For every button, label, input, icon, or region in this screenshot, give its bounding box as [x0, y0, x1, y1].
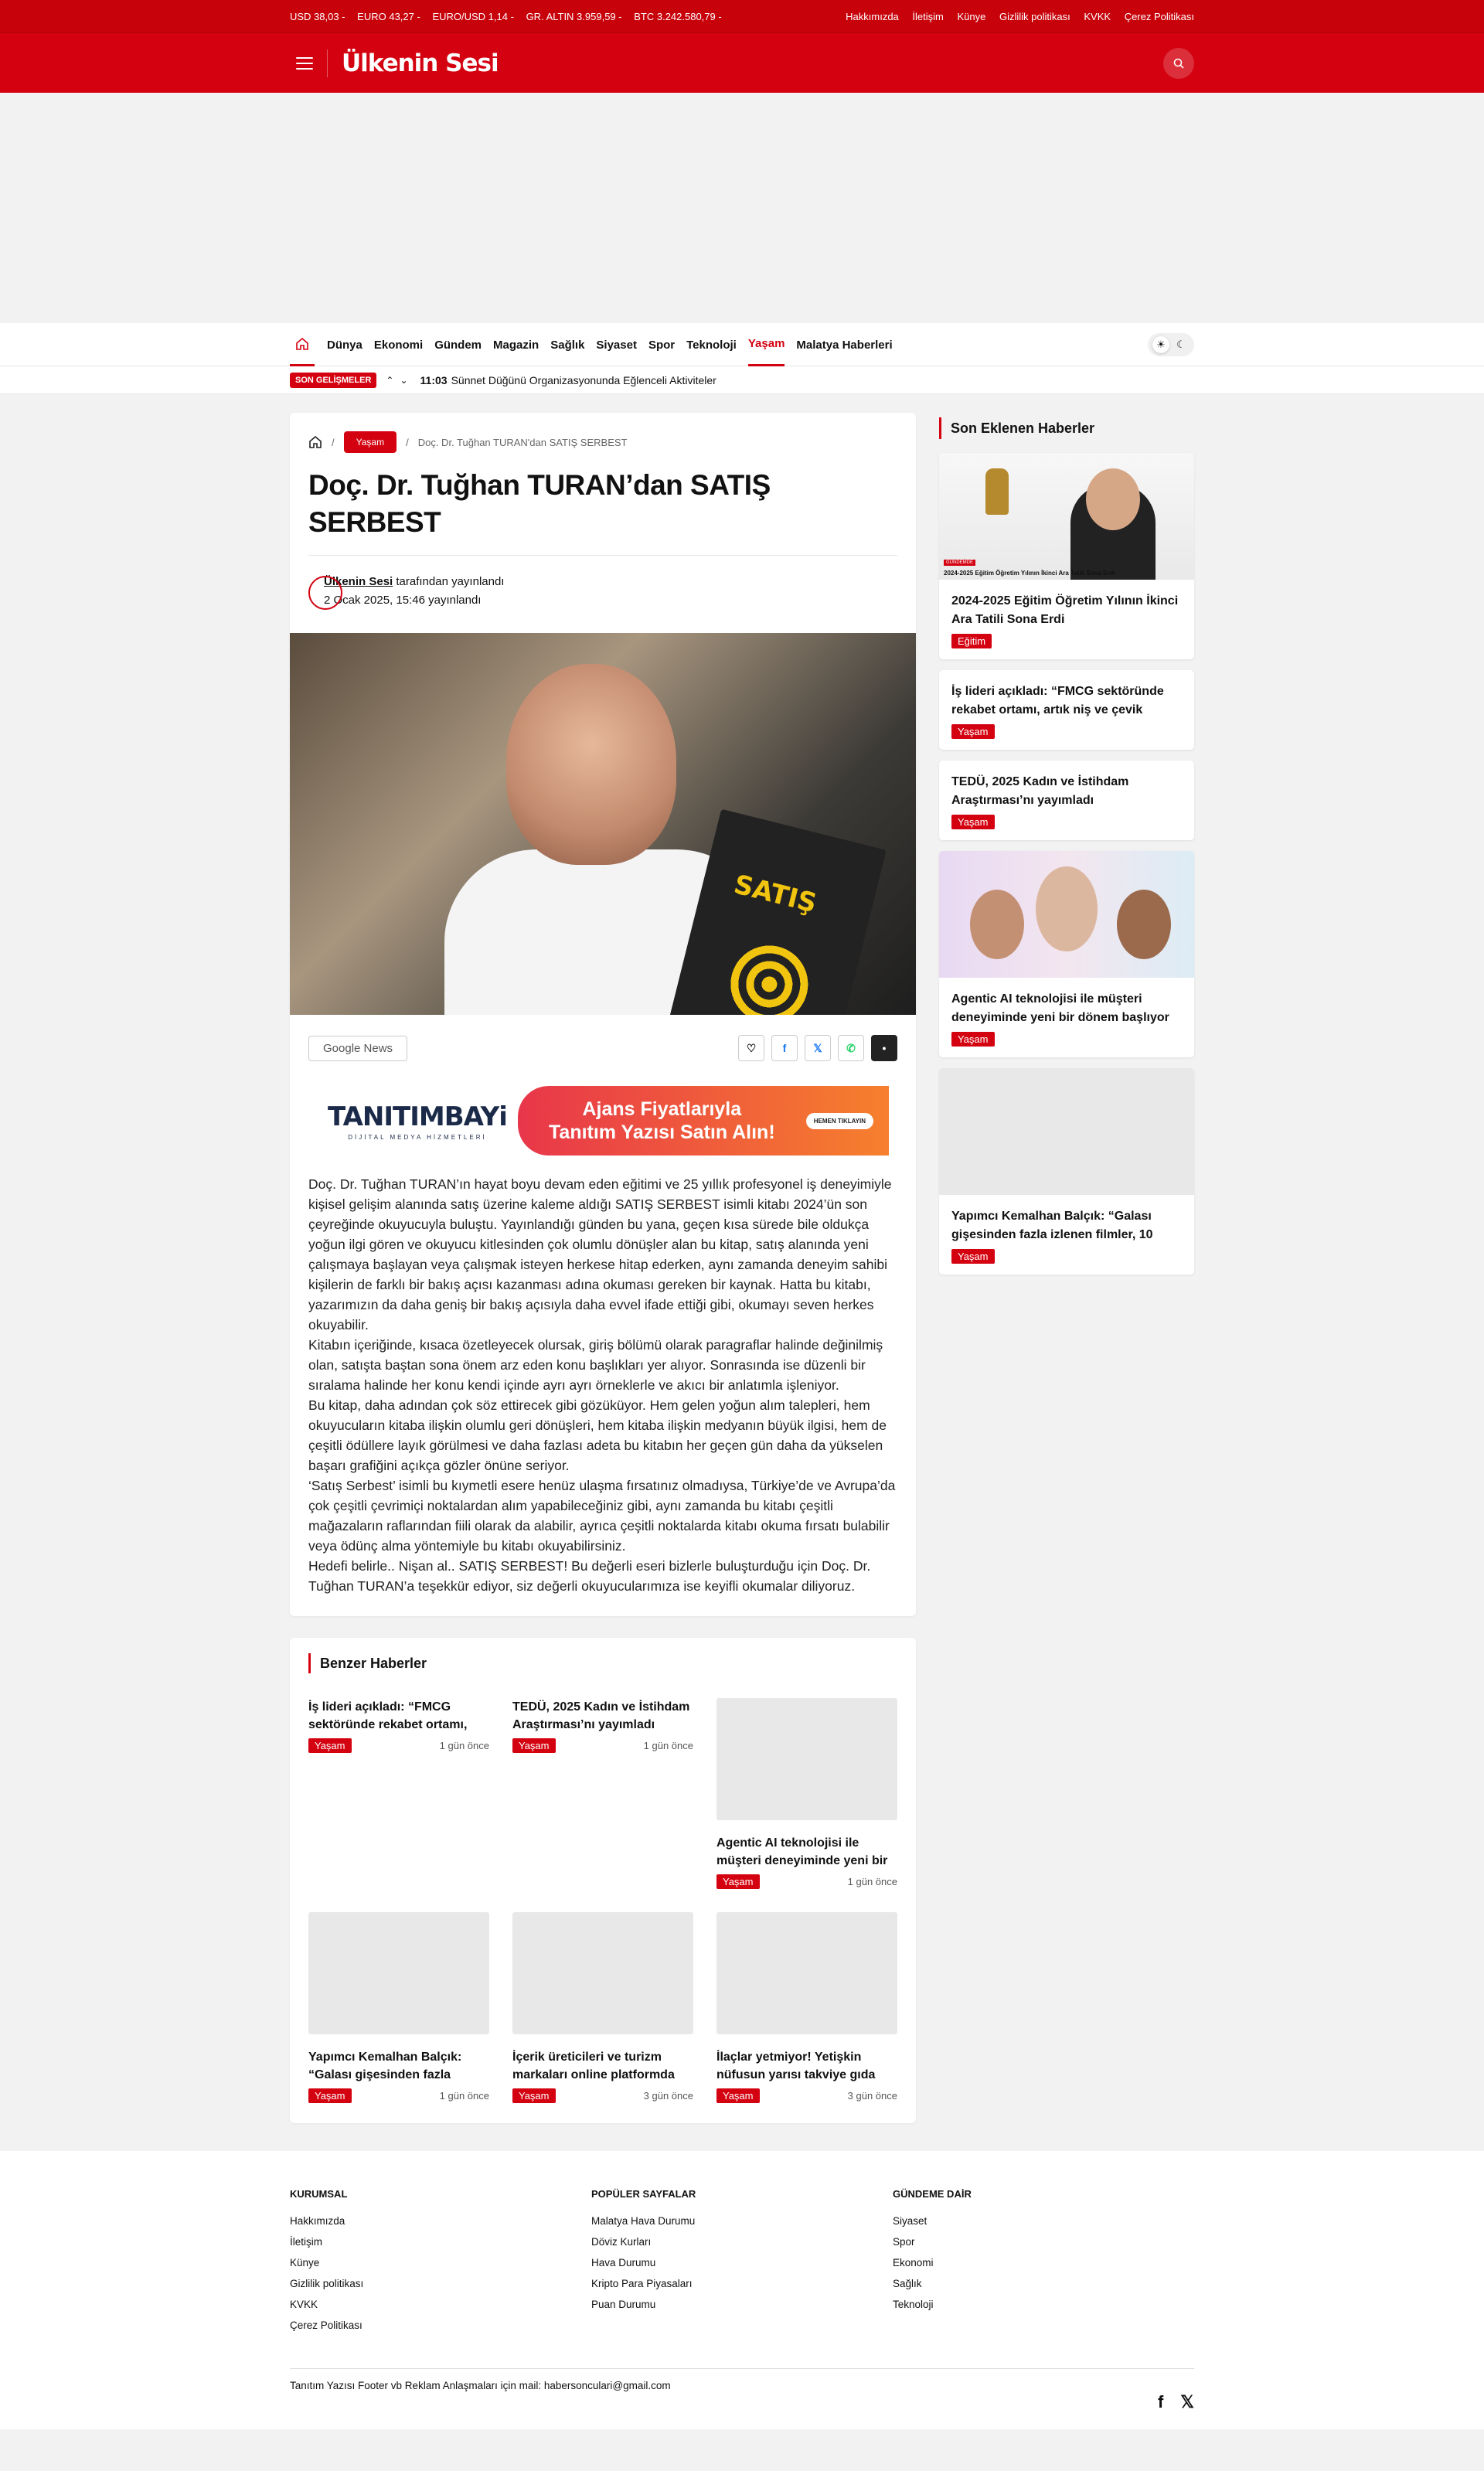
- site-header: [0, 32, 1484, 93]
- footer-link[interactable]: Spor: [893, 2236, 915, 2248]
- sidebar-news-title[interactable]: İş lideri açıkladı: “FMCG sektöründe rekabet ortamı, artık niş ve çevik: [951, 685, 1164, 716]
- more-share-icon[interactable]: •: [871, 1035, 897, 1061]
- breaking-arrows[interactable]: [386, 375, 414, 386]
- article-paragraph: Hedefi belirle.. Nişan al.. SATIŞ SERBEST! Bu değerli eseri bizlerle buluşturduğu için Doç. Dr. Tuğhan TURAN’a teşekkür ediyor, siz değerli okuyucularımıza ise keyifli okumalar diliyoruz.: [308, 1558, 871, 1594]
- footer-col-corporate: [290, 2188, 591, 2336]
- time-ago: 1 gün önce: [439, 1740, 489, 1751]
- news-thumbnail[interactable]: [939, 1068, 1194, 1195]
- similar-news-title-text[interactable]: İlaçlar yetmiyor! Yetişkin nüfusun yarısı takviye gıda: [716, 2051, 876, 2081]
- time-ago: 3 gün önce: [643, 2090, 693, 2102]
- breadcrumb-category[interactable]: Yaşam: [344, 431, 397, 453]
- news-thumbnail[interactable]: [308, 1912, 489, 2034]
- top-link-contact[interactable]: İletişim: [912, 10, 944, 22]
- thumbnail-person: [970, 890, 1024, 959]
- ticker-btc: BTC 3.242.580,79 -: [634, 10, 722, 22]
- article-paragraph: Bu kitap, daha adından çok söz ettirecek gibi gözüküyor. Hem gelen yoğun alım talepleri, hem okuyucuların kitaba ilişkin olumlu geri dönüşleri, hem kitaba ilişkin medyanın büyük ilgisi, hem de çeşitli ödüllere layık görülmesi ve daha fazlası adeta bu kitabın her geçen gün daha da yükselen başarı grafiğini açıkça gözler önüne seriyor.: [308, 1397, 887, 1473]
- footer-columns: [290, 2188, 1194, 2336]
- category-badge[interactable]: Yaşam: [512, 1738, 556, 1753]
- footer-link[interactable]: Kripto Para Piyasaları: [591, 2278, 693, 2289]
- time-ago: 3 gün önce: [847, 2090, 897, 2102]
- ad-banner[interactable]: [317, 1086, 889, 1156]
- similar-news-title: Benzer Haberler: [308, 1653, 897, 1673]
- category-badge[interactable]: Yaşam: [951, 1249, 995, 1264]
- banner-line2: Tanıtım Yazısı Satın Alın!: [549, 1121, 775, 1143]
- time-ago: 1 gün önce: [439, 2090, 489, 2102]
- bell-icon: [985, 468, 1009, 515]
- article-paragraph: Kitabın içeriğinde, kısaca özetleyecek olursak, giriş bölümü olarak paragraflar halinde değinilmiş olan, satışta baştan sona önem arz eden konu başlıkları yer alıyor. Sonrasında ise düzenli bir sıralama halinde her konu kendi içinde ayrı ayrı örneklerle ve akıcı bir anlatımla işleniyor.: [308, 1337, 883, 1393]
- nav-item-malatya[interactable]: Malatya Haberleri: [796, 338, 893, 352]
- heart-icon[interactable]: ♡: [738, 1035, 764, 1061]
- top-links: [835, 11, 1194, 22]
- top-link-kvkk[interactable]: KVKK: [1084, 10, 1111, 22]
- footer-link[interactable]: İletişim: [290, 2236, 323, 2248]
- footer-col-popular: [591, 2188, 893, 2336]
- banner-text: [549, 1098, 775, 1144]
- footer-link[interactable]: Çerez Politikası: [290, 2320, 362, 2331]
- site-logo[interactable]: Ülkenin Sesi: [342, 49, 499, 77]
- breaking-badge: SON GELİŞMELER: [290, 373, 376, 388]
- footer-link[interactable]: Malatya Hava Durumu: [591, 2215, 696, 2227]
- nav-item-saglik[interactable]: Sağlık: [550, 338, 585, 352]
- thumbnail-person: [1117, 890, 1171, 959]
- breadcrumb-separator: /: [406, 436, 409, 448]
- sidebar: [939, 413, 1194, 2123]
- banner-brand: TANITIMBAYi: [328, 1101, 507, 1132]
- facebook-icon[interactable]: f: [1157, 2392, 1164, 2411]
- sun-icon[interactable]: ☀: [1152, 336, 1169, 353]
- theme-toggle[interactable]: [1148, 333, 1194, 356]
- footer-link[interactable]: Künye: [290, 2257, 320, 2268]
- moon-icon[interactable]: ☾: [1176, 339, 1186, 350]
- footer-link[interactable]: Döviz Kurları: [591, 2236, 652, 2248]
- article-paragraph: ‘Satış Serbest’ isimli bu kıymetli esere henüz ulaşma fırsatınız olmadıysa, Türkiye’de ve Avrupa’da çok çeşitli çevrimiçi noktalardan alım yapabileceğiniz gibi, aynı zamanda bu kitabı çeşitli mağazaların raflarından fiili olarak da alabilir, ayrıca çeşitli noktalarda kitabı okuma fırsatı bulabilir veya ödünç alma yöntemiyle bu kitabı okuyabilirsiniz.: [308, 1478, 896, 1554]
- nav-item-magazin[interactable]: Magazin: [493, 338, 539, 352]
- main-column: [290, 413, 916, 2123]
- sidebar-title: Son Eklenen Haberler: [939, 417, 1194, 439]
- top-link-cookies[interactable]: Çerez Politikası: [1124, 10, 1194, 22]
- news-thumbnail[interactable]: [939, 851, 1194, 978]
- category-badge[interactable]: Yaşam: [951, 724, 995, 739]
- banner-line1: Ajans Fiyatlarıyla: [582, 1098, 742, 1120]
- similar-news-title-text[interactable]: İş lideri açıkladı: “FMCG sektöründe rekabet ortamı,: [308, 1700, 468, 1731]
- sidebar-news-item[interactable]: [939, 1068, 1194, 1275]
- byline: [308, 573, 897, 610]
- ticker-usd: USD 38,03 -: [290, 10, 345, 22]
- author-link[interactable]: Ülkenin Sesi: [324, 575, 393, 588]
- banner-message: [518, 1086, 889, 1156]
- search-button[interactable]: [1163, 48, 1194, 79]
- byline-suffix: tarafından yayınlandı: [393, 575, 505, 588]
- google-news-label: News: [360, 1041, 393, 1055]
- similar-news-title-text[interactable]: Agentic AI teknolojisi ile müşteri deneyiminde yeni bir: [716, 1836, 888, 1867]
- breadcrumb-separator: /: [332, 436, 335, 448]
- article-card: [290, 413, 916, 1616]
- article-body: [308, 1174, 897, 1596]
- ticker-gold: GR. ALTIN 3.959,59 -: [526, 10, 622, 22]
- currency-ticker: [290, 11, 731, 22]
- footer-link[interactable]: Puan Durumu: [591, 2299, 656, 2310]
- site-footer: [0, 2151, 1484, 2429]
- footer-link[interactable]: Hakkımızda: [290, 2215, 345, 2227]
- home-nav-button[interactable]: [290, 323, 315, 366]
- sidebar-news-item[interactable]: [939, 670, 1194, 750]
- google-news-button[interactable]: [308, 1036, 407, 1061]
- hero-book-title: SATIŞ: [730, 869, 820, 920]
- nav-item-ekonomi[interactable]: Ekonomi: [373, 338, 424, 352]
- target-icon: [718, 933, 821, 1015]
- content-area: [290, 413, 1194, 2123]
- hero-face: [506, 664, 676, 865]
- category-badge[interactable]: Eğitim: [951, 634, 992, 648]
- article-hero-image: [290, 633, 916, 1015]
- category-badge[interactable]: Yaşam: [716, 1874, 760, 1889]
- nav-item-spor[interactable]: Spor: [648, 338, 676, 352]
- similar-news-grid: [308, 1698, 897, 2103]
- nav-item-gundem[interactable]: Gündem: [434, 338, 482, 352]
- sidebar-news-title[interactable]: Yapımcı Kemalhan Balçık: “Galası gişesinden fazla izlenen filmler, 10: [951, 1210, 1153, 1241]
- footer-link[interactable]: Siyaset: [893, 2215, 928, 2227]
- whatsapp-share-icon[interactable]: ✆: [838, 1035, 864, 1061]
- category-badge[interactable]: Yaşam: [951, 1032, 995, 1047]
- article-paragraph: Doç. Dr. Tuğhan TURAN’ın hayat boyu devam eden eğitimi ve 25 yıllık profesyonel iş deneyimiyle kişisel gelişim alanında satış üzerine kaleme aldığı SATIŞ SERBEST isimli kitabı 2024’ün son çeyreğinde okuyucuyla buluştu. Yayınlandığı günden bu yana, geçen kısa sürede bile oldukça yoğun ilgi gören ve okuyucu kitlesinden çok olumlu dönüşler alan bu kitap, satış alanında yeni çalışmaya başlayan veya çalışmak isteyen herkese hitap ederken, aynı zamanda deneyim sahibi kişilerin de farklı bir bakış açısı kazanması adına okuması gereken bir kaynak. Hatta bu kitabı, yazarımızın da daha geniş bir bakış açısıyla daha evvel ifade ettiği gibi, okumayı seven herkes okuyabilir.: [308, 1176, 892, 1333]
- similar-news: [290, 1638, 916, 2123]
- sidebar-news-item[interactable]: [939, 851, 1194, 1057]
- similar-news-item[interactable]: [716, 1698, 897, 1889]
- sidebar-news-item[interactable]: [939, 453, 1194, 659]
- time-ago: 1 gün önce: [847, 1876, 897, 1887]
- main-nav: [0, 323, 1484, 366]
- footer-link[interactable]: Hava Durumu: [591, 2257, 656, 2268]
- title-divider: [308, 555, 897, 556]
- sidebar-news-item[interactable]: [939, 761, 1194, 840]
- nav-item-yasam[interactable]: Yaşam: [748, 323, 785, 366]
- nav-item-dunya[interactable]: Dünya: [327, 338, 362, 352]
- category-badge[interactable]: Yaşam: [308, 2088, 352, 2103]
- footer-link[interactable]: Sağlık: [893, 2278, 922, 2289]
- thumbnail-person: [1036, 866, 1098, 951]
- ticker-eurusd: EURO/USD 1,14 -: [432, 10, 514, 22]
- category-badge[interactable]: Yaşam: [716, 2088, 760, 2103]
- sidebar-news-title[interactable]: TEDÜ, 2025 Kadın ve İstihdam Araştırması’nı yayımladı: [951, 775, 1129, 807]
- sidebar-news-title[interactable]: 2024-2025 Eğitim Öğretim Yılının İkinci Ara Tatili Sona Erdi: [951, 594, 1179, 626]
- news-thumbnail[interactable]: [716, 1912, 897, 2034]
- x-icon[interactable]: 𝕏: [1180, 2392, 1194, 2411]
- search-icon: [1173, 58, 1184, 69]
- category-badge[interactable]: Yaşam: [308, 1738, 352, 1753]
- breaking-news-bar: [0, 366, 1484, 394]
- breadcrumb-current: Doç. Dr. Tuğhan TURAN'dan SATIŞ SERBEST: [417, 436, 628, 448]
- top-link-about[interactable]: Hakkımızda: [846, 10, 899, 22]
- similar-news-title-text[interactable]: İçerik üreticileri ve turizm markaları online platformda: [512, 2051, 675, 2081]
- sidebar-news-list: [939, 453, 1194, 1275]
- share-row: [308, 1035, 897, 1061]
- similar-news-item[interactable]: [512, 1912, 693, 2103]
- similar-news-item[interactable]: [308, 1912, 489, 2103]
- footer-col-title: GÜNDEME DAİR: [893, 2188, 972, 2200]
- similar-news-item[interactable]: [512, 1698, 693, 1889]
- footer-col-title: KURUMSAL: [290, 2188, 348, 2200]
- breadcrumb: [308, 431, 897, 453]
- footer-note: Tanıtım Yazısı Footer vb Reklam Anlaşmaları için mail: habersonculari@gmail.com: [290, 2380, 671, 2391]
- author-avatar[interactable]: [308, 576, 342, 610]
- top-link-privacy[interactable]: Gizlilik politikası: [999, 10, 1070, 22]
- footer-link[interactable]: Teknoloji: [893, 2299, 934, 2310]
- thumbnail-face: [1086, 468, 1140, 530]
- footer-col-agenda: [893, 2188, 1194, 2336]
- breaking-headline[interactable]: Sünnet Düğünü Organizasyonunda Eğlenceli Aktiviteler: [451, 374, 716, 386]
- home-icon[interactable]: [308, 435, 322, 449]
- chevron-up-icon[interactable]: ⌃: [386, 375, 400, 386]
- home-icon: [295, 337, 309, 351]
- footer-link[interactable]: KVKK: [290, 2299, 318, 2310]
- publish-date: 2 Ocak 2025, 15:46 yayınlandı: [324, 594, 482, 607]
- nav-item-teknoloji[interactable]: Teknoloji: [686, 338, 737, 352]
- breaking-time: 11:03: [420, 374, 448, 386]
- google-news-logo: Google: [323, 1041, 361, 1055]
- category-badge[interactable]: Yaşam: [951, 815, 995, 829]
- time-ago: 1 gün önce: [643, 1740, 693, 1751]
- menu-icon[interactable]: [296, 57, 313, 70]
- ticker-euro: EURO 43,27 -: [357, 10, 420, 22]
- sidebar-news-title[interactable]: Agentic AI teknolojisi ile müşteri deneyiminde yeni bir dönem başlıyor: [951, 992, 1169, 1024]
- similar-news-item[interactable]: [308, 1698, 489, 1889]
- banner-cta-button[interactable]: HEMEN TIKLAYIN: [806, 1113, 873, 1129]
- article-title: Doç. Dr. Tuğhan TURAN’dan SATIŞ SERBEST: [308, 469, 771, 538]
- social-links: [1158, 2392, 1194, 2412]
- similar-news-item[interactable]: [716, 1912, 897, 2103]
- news-thumbnail[interactable]: [716, 1698, 897, 1820]
- x-share-icon[interactable]: 𝕏: [805, 1035, 831, 1061]
- thumbnail-caption: 2024-2025 Eğitim Öğretim Yılının İkinci Ara Tatili Sona Erdi: [944, 570, 1115, 577]
- top-link-imprint[interactable]: Künye: [957, 10, 986, 22]
- news-thumbnail[interactable]: [939, 453, 1194, 580]
- share-icons: [738, 1035, 897, 1061]
- header-divider: [327, 49, 328, 77]
- category-badge[interactable]: Yaşam: [512, 2088, 556, 2103]
- chevron-down-icon[interactable]: ⌄: [400, 375, 414, 386]
- facebook-share-icon[interactable]: f: [771, 1035, 798, 1061]
- thumbnail-tag: GÜNDEMDE: [944, 560, 975, 566]
- banner-brand-box: [317, 1086, 518, 1156]
- nav-item-siyaset[interactable]: Siyaset: [596, 338, 637, 352]
- top-bar: [0, 0, 1484, 32]
- similar-news-title-text[interactable]: TEDÜ, 2025 Kadın ve İstihdam Araştırması’nı yayımladı: [512, 1700, 690, 1731]
- hero-book: [667, 809, 887, 1015]
- news-thumbnail[interactable]: [512, 1912, 693, 2034]
- similar-news-title-text[interactable]: Yapımcı Kemalhan Balçık: “Galası gişesinden fazla: [308, 2051, 462, 2081]
- ad-space: [0, 93, 1484, 323]
- footer-link[interactable]: Ekonomi: [893, 2257, 934, 2268]
- footer-link[interactable]: Gizlilik politikası: [290, 2278, 364, 2289]
- footer-col-title: POPÜLER SAYFALAR: [591, 2188, 696, 2200]
- footer-bottom: [290, 2368, 1194, 2412]
- banner-sub: DİJİTAL MEDYA HİZMETLERİ: [348, 1133, 487, 1141]
